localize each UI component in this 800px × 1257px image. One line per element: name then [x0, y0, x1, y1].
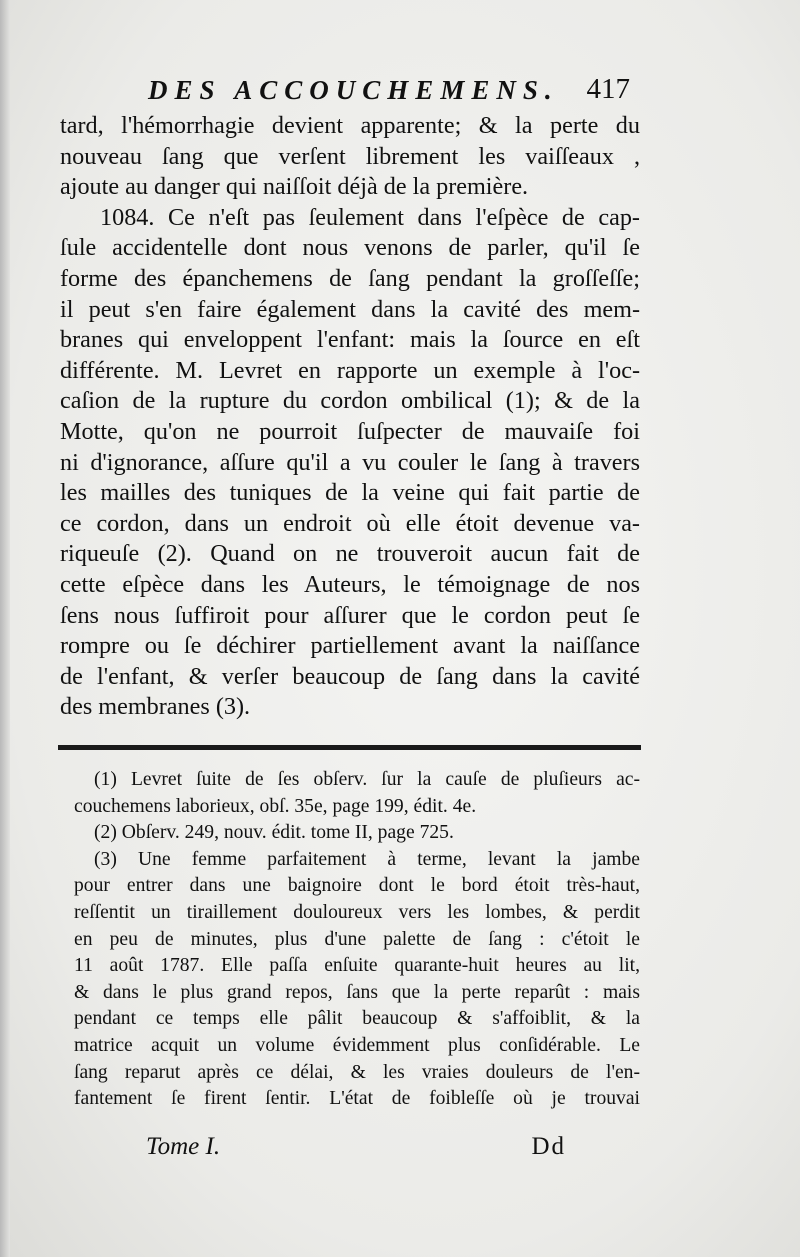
signature-mark: Dd — [531, 1133, 566, 1160]
footnotes — [74, 767, 640, 1113]
text-line: différente. M. Levret en rapporte un exemple à l'oc- — [60, 356, 640, 384]
text-line: Motte, qu'on ne pourroit ſuſpecter de mauvaiſe foi — [60, 417, 640, 445]
text-line: des membranes (3). — [60, 693, 251, 721]
footnote-2: (2) Obſerv. 249, nouv. édit. tome II, page 725. — [94, 822, 454, 844]
footnote-1: (1) Levret ſuite de ſes obſerv. ſur la cauſe de pluſieurs ac- — [94, 769, 640, 790]
page-number: 417 — [586, 73, 630, 105]
page-header — [148, 73, 630, 109]
text-line: ſens nous ſuffiroit pour aſſurer que le cordon peut ſe — [60, 601, 640, 629]
text-line: il peut s'en faire également dans la cavité des mem- — [60, 295, 640, 323]
footnote-line: pendant ce temps elle pâlit beaucoup & s'affoiblit, & la — [74, 1008, 640, 1030]
paragraph-1084-start: 1084. Ce n'eſt pas ſeulement dans l'eſpèce de cap- — [100, 203, 640, 231]
text-line: caſion de la rupture du cordon ombilical (1); & de la — [60, 387, 640, 415]
footnote-line: en peu de minutes, plus d'une palette de ſang : c'étoit le — [74, 928, 640, 950]
footnote-line: couchemens laborieux, obſ. 35e, page 199, édit. 4e. — [74, 795, 477, 817]
text-line: branes qui enveloppent l'enfant: mais la ſource en eſt — [60, 326, 640, 354]
text-line: les mailles des tuniques de la veine qui fait partie de — [60, 479, 640, 507]
text-line: tard, l'hémorrhagie devient apparente; & la perte du — [60, 112, 640, 139]
text-line: ajoute au danger qui naiſſoit déjà de la première. — [60, 173, 529, 201]
text-line: de l'enfant, & verſer beaucoup de ſang dans la cavité — [60, 662, 640, 690]
page-footer — [146, 1133, 566, 1167]
text-line: ſule accidentelle dont nous venons de parler, qu'il ſe — [60, 234, 640, 262]
running-title: DES ACCOUCHEMENS. — [148, 75, 559, 105]
text-line: cette eſpèce dans les Auteurs, le témoignage de nos — [60, 570, 640, 598]
text-line: ce cordon, dans un endroit où elle étoit devenue va- — [60, 509, 640, 537]
footnote-line: ſang reparut après ce délai, & les vraies douleurs de l'en- — [74, 1061, 640, 1083]
text-line: riqueuſe (2). Quand on ne trouveroit aucun fait de — [60, 540, 640, 568]
footnote-line: reſſentit un tiraillement douloureux vers les lombes, & perdit — [74, 901, 640, 923]
footnote-divider — [58, 745, 641, 750]
footnote-line: 11 août 1787. Elle paſſa enſuite quarante-huit heures au lit, — [74, 955, 640, 977]
footnote-line: fantement ſe firent ſentir. L'état de foibleſſe où je trouvai — [74, 1088, 640, 1110]
volume-label: Tome I. — [146, 1133, 221, 1160]
page-edge-shadow — [0, 0, 10, 1257]
main-text — [60, 111, 640, 723]
footnote-3: (3) Une femme parfaitement à terme, levant la jambe — [94, 848, 640, 870]
text-line: forme des épanchemens de ſang pendant la groſſeſſe; — [60, 264, 640, 292]
text-line: rompre ou ſe déchirer partiellement avant la naiſſance — [60, 632, 640, 660]
footnote-line: matrice acquit un volume évidemment plus conſidérable. Le — [74, 1034, 640, 1056]
text-line: nouveau ſang que verſent librement les vaiſſeaux , — [60, 142, 640, 170]
footnote-line: & dans le plus grand repos, ſans que la perte reparût : mais — [74, 981, 640, 1003]
text-line: ni d'ignorance, aſſure qu'il a vu couler le ſang à travers — [60, 448, 640, 476]
footnote-line: pour entrer dans une baignoire dont le bord étoit très-haut, — [74, 875, 640, 897]
